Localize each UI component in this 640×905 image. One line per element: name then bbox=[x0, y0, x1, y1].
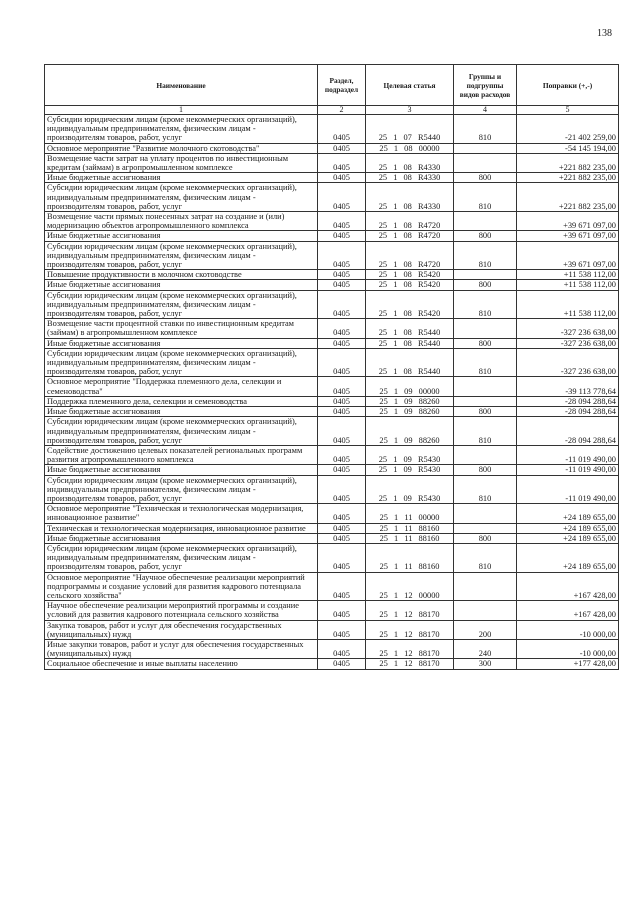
row-amendment: +167 428,00 bbox=[517, 601, 619, 620]
row-expense-group: 800 bbox=[454, 231, 517, 241]
row-expense-group: 810 bbox=[454, 290, 517, 319]
row-expense-group bbox=[454, 601, 517, 620]
row-expense-group bbox=[454, 319, 517, 338]
column-number: 2 bbox=[318, 106, 366, 115]
row-section: 0405 bbox=[318, 407, 366, 417]
table-row bbox=[45, 639, 619, 658]
row-amendment: -327 236 638,00 bbox=[517, 319, 619, 338]
row-amendment: +24 189 655,00 bbox=[517, 504, 619, 523]
row-amendment: -28 094 288,64 bbox=[517, 417, 619, 446]
row-expense-group: 810 bbox=[454, 241, 517, 270]
table-row bbox=[45, 523, 619, 533]
row-expense-group: 240 bbox=[454, 639, 517, 658]
row-expense-group bbox=[454, 153, 517, 172]
row-expense-group: 800 bbox=[454, 338, 517, 348]
header-amendment: Поправки (+,-) bbox=[517, 65, 619, 106]
row-section: 0405 bbox=[318, 620, 366, 639]
row-expense-group bbox=[454, 523, 517, 533]
row-name: Содействие достижению целевых показателей региональных программ развития агропромышленного комплекса bbox=[45, 445, 318, 464]
row-expense-group bbox=[454, 445, 517, 464]
row-target-article: 25 1 09 88260 bbox=[366, 396, 454, 406]
column-number: 1 bbox=[45, 106, 318, 115]
row-name: Возмещение части затрат на уплату процентов по инвестиционным кредитам (займам) в агропромышленном комплексе bbox=[45, 153, 318, 172]
row-target-article: 25 1 11 88160 bbox=[366, 543, 454, 572]
table-row bbox=[45, 173, 619, 183]
row-section: 0405 bbox=[318, 659, 366, 669]
row-section: 0405 bbox=[318, 143, 366, 153]
row-section: 0405 bbox=[318, 183, 366, 212]
row-target-article: 25 1 11 88160 bbox=[366, 523, 454, 533]
row-target-article: 25 1 07 R5440 bbox=[366, 115, 454, 144]
row-name: Иные бюджетные ассигнования bbox=[45, 280, 318, 290]
row-name: Возмещение части процентной ставки по инвестиционным кредитам (займам) в агропромышленном комплексе bbox=[45, 319, 318, 338]
row-name: Иные бюджетные ассигнования bbox=[45, 465, 318, 475]
row-target-article: 25 1 08 R5440 bbox=[366, 348, 454, 377]
row-section: 0405 bbox=[318, 290, 366, 319]
column-number: 4 bbox=[454, 106, 517, 115]
row-name: Иные бюджетные ассигнования bbox=[45, 173, 318, 183]
row-amendment: -39 113 778,64 bbox=[517, 377, 619, 396]
row-amendment: -28 094 288,64 bbox=[517, 407, 619, 417]
row-section: 0405 bbox=[318, 543, 366, 572]
row-amendment: -10 000,00 bbox=[517, 620, 619, 639]
row-name: Иные бюджетные ассигнования bbox=[45, 407, 318, 417]
row-expense-group bbox=[454, 396, 517, 406]
row-section: 0405 bbox=[318, 417, 366, 446]
header-section: Раздел, подраздел bbox=[318, 65, 366, 106]
table-row bbox=[45, 280, 619, 290]
row-expense-group: 800 bbox=[454, 280, 517, 290]
row-expense-group: 800 bbox=[454, 465, 517, 475]
row-name: Поддержка племенного дела, селекции и семеноводства bbox=[45, 396, 318, 406]
row-expense-group bbox=[454, 143, 517, 153]
table-row bbox=[45, 659, 619, 669]
row-amendment: -327 236 638,00 bbox=[517, 348, 619, 377]
row-target-article: 25 1 09 00000 bbox=[366, 377, 454, 396]
row-section: 0405 bbox=[318, 212, 366, 231]
row-section: 0405 bbox=[318, 280, 366, 290]
row-target-article: 25 1 09 88260 bbox=[366, 407, 454, 417]
row-target-article: 25 1 08 R4720 bbox=[366, 231, 454, 241]
row-target-article: 25 1 08 R4720 bbox=[366, 212, 454, 231]
row-amendment: +221 882 235,00 bbox=[517, 173, 619, 183]
column-number-row bbox=[45, 106, 619, 115]
table-row bbox=[45, 572, 619, 601]
row-amendment: +39 671 097,00 bbox=[517, 231, 619, 241]
row-section: 0405 bbox=[318, 465, 366, 475]
row-target-article: 25 1 09 R5430 bbox=[366, 475, 454, 504]
row-name: Субсидии юридическим лицам (кроме некоммерческих организаций), индивидуальным предпринимателям, физическим лицам - производителям товаров, работ, услуг bbox=[45, 475, 318, 504]
table-row bbox=[45, 417, 619, 446]
row-target-article: 25 1 08 R4330 bbox=[366, 173, 454, 183]
row-section: 0405 bbox=[318, 377, 366, 396]
row-name: Субсидии юридическим лицам (кроме некоммерческих организаций), индивидуальным предпринимателям, физическим лицам - производителям товаров, работ, услуг bbox=[45, 290, 318, 319]
table-row bbox=[45, 543, 619, 572]
row-section: 0405 bbox=[318, 153, 366, 172]
row-name: Субсидии юридическим лицам (кроме некоммерческих организаций), индивидуальным предпринимателям, физическим лицам - производителям товаров, работ, услуг bbox=[45, 241, 318, 270]
row-section: 0405 bbox=[318, 338, 366, 348]
table-row bbox=[45, 241, 619, 270]
row-name: Основное мероприятие "Поддержка племенного дела, селекции и семеноводства" bbox=[45, 377, 318, 396]
row-name: Повышение продуктивности в молочном скотоводстве bbox=[45, 270, 318, 280]
row-expense-group: 810 bbox=[454, 417, 517, 446]
row-section: 0405 bbox=[318, 241, 366, 270]
row-name: Иные закупки товаров, работ и услуг для обеспечения государственных (муниципальных) нужд bbox=[45, 639, 318, 658]
row-name: Субсидии юридическим лицам (кроме некоммерческих организаций), индивидуальным предпринимателям, физическим лицам - производителям товаров, работ, услуг bbox=[45, 417, 318, 446]
table-row bbox=[45, 231, 619, 241]
row-target-article: 25 1 08 R5440 bbox=[366, 338, 454, 348]
row-section: 0405 bbox=[318, 445, 366, 464]
budget-amendments-table bbox=[44, 64, 619, 670]
row-amendment: -327 236 638,00 bbox=[517, 338, 619, 348]
row-section: 0405 bbox=[318, 231, 366, 241]
row-section: 0405 bbox=[318, 319, 366, 338]
row-section: 0405 bbox=[318, 396, 366, 406]
row-amendment: -11 019 490,00 bbox=[517, 445, 619, 464]
row-name: Иные бюджетные ассигнования bbox=[45, 533, 318, 543]
row-amendment: -11 019 490,00 bbox=[517, 465, 619, 475]
row-amendment: +221 882 235,00 bbox=[517, 183, 619, 212]
row-amendment: -21 402 259,00 bbox=[517, 115, 619, 144]
table-row bbox=[45, 319, 619, 338]
row-amendment: -28 094 288,64 bbox=[517, 396, 619, 406]
row-name: Субсидии юридическим лицам (кроме некоммерческих организаций), индивидуальным предпринимателям, физическим лицам - производителям товаров, работ, услуг bbox=[45, 183, 318, 212]
row-expense-group: 810 bbox=[454, 543, 517, 572]
row-section: 0405 bbox=[318, 348, 366, 377]
table-row bbox=[45, 407, 619, 417]
row-name: Возмещение части прямых понесенных затрат на создание и (или) модернизацию объектов агропромышленного комплекса bbox=[45, 212, 318, 231]
row-target-article: 25 1 08 R4720 bbox=[366, 241, 454, 270]
column-number: 3 bbox=[366, 106, 454, 115]
table-row bbox=[45, 143, 619, 153]
row-expense-group: 810 bbox=[454, 183, 517, 212]
header-target-article: Целевая статья bbox=[366, 65, 454, 106]
row-name: Субсидии юридическим лицам (кроме некоммерческих организаций), индивидуальным предпринимателям, физическим лицам - производителям товаров, работ, услуг bbox=[45, 115, 318, 144]
row-target-article: 25 1 08 R5420 bbox=[366, 270, 454, 280]
table-row bbox=[45, 153, 619, 172]
header-name: Наименование bbox=[45, 65, 318, 106]
row-target-article: 25 1 11 00000 bbox=[366, 504, 454, 523]
row-expense-group bbox=[454, 377, 517, 396]
table-row bbox=[45, 396, 619, 406]
table-row bbox=[45, 533, 619, 543]
table-row bbox=[45, 504, 619, 523]
table-row bbox=[45, 601, 619, 620]
row-section: 0405 bbox=[318, 533, 366, 543]
row-section: 0405 bbox=[318, 475, 366, 504]
row-amendment: +11 538 112,00 bbox=[517, 270, 619, 280]
row-amendment: -54 145 194,00 bbox=[517, 143, 619, 153]
row-section: 0405 bbox=[318, 115, 366, 144]
row-expense-group bbox=[454, 572, 517, 601]
row-amendment: +24 189 655,00 bbox=[517, 533, 619, 543]
row-target-article: 25 1 08 00000 bbox=[366, 143, 454, 153]
table-row bbox=[45, 465, 619, 475]
row-section: 0405 bbox=[318, 572, 366, 601]
row-section: 0405 bbox=[318, 639, 366, 658]
table-row bbox=[45, 475, 619, 504]
row-expense-group: 300 bbox=[454, 659, 517, 669]
row-name: Основное мероприятие "Техническая и технологическая модернизация, инновационное развитие" bbox=[45, 504, 318, 523]
row-expense-group: 810 bbox=[454, 475, 517, 504]
row-target-article: 25 1 12 88170 bbox=[366, 639, 454, 658]
row-target-article: 25 1 09 88260 bbox=[366, 417, 454, 446]
row-amendment: +11 538 112,00 bbox=[517, 280, 619, 290]
table-row bbox=[45, 445, 619, 464]
row-amendment: +177 428,00 bbox=[517, 659, 619, 669]
row-name: Субсидии юридическим лицам (кроме некоммерческих организаций), индивидуальным предпринимателям, физическим лицам - производителям товаров, работ, услуг bbox=[45, 348, 318, 377]
row-target-article: 25 1 08 R5440 bbox=[366, 319, 454, 338]
table-row bbox=[45, 212, 619, 231]
row-target-article: 25 1 08 R4330 bbox=[366, 183, 454, 212]
row-expense-group: 810 bbox=[454, 348, 517, 377]
row-section: 0405 bbox=[318, 601, 366, 620]
table-row bbox=[45, 377, 619, 396]
row-name: Основное мероприятие "Научное обеспечение реализации мероприятий подпрограммы и создание условий для развития кадрового потенциала сельского хозяйства" bbox=[45, 572, 318, 601]
row-expense-group: 800 bbox=[454, 407, 517, 417]
row-target-article: 25 1 12 00000 bbox=[366, 572, 454, 601]
row-target-article: 25 1 12 88170 bbox=[366, 601, 454, 620]
row-expense-group: 800 bbox=[454, 533, 517, 543]
row-expense-group: 810 bbox=[454, 115, 517, 144]
table-row bbox=[45, 290, 619, 319]
row-name: Закупка товаров, работ и услуг для обеспечения государственных (муниципальных) нужд bbox=[45, 620, 318, 639]
table-row bbox=[45, 620, 619, 639]
row-expense-group: 200 bbox=[454, 620, 517, 639]
table-row bbox=[45, 348, 619, 377]
row-section: 0405 bbox=[318, 173, 366, 183]
row-amendment: -11 019 490,00 bbox=[517, 475, 619, 504]
table-row bbox=[45, 338, 619, 348]
row-name: Основное мероприятие "Развитие молочного скотоводства" bbox=[45, 143, 318, 153]
row-amendment: +24 189 655,00 bbox=[517, 523, 619, 533]
row-target-article: 25 1 11 88160 bbox=[366, 533, 454, 543]
row-amendment: +39 671 097,00 bbox=[517, 241, 619, 270]
row-amendment: +39 671 097,00 bbox=[517, 212, 619, 231]
row-amendment: +221 882 235,00 bbox=[517, 153, 619, 172]
row-name: Субсидии юридическим лицам (кроме некоммерческих организаций), индивидуальным предпринимателям, физическим лицам - производителям товаров, работ, услуг bbox=[45, 543, 318, 572]
row-section: 0405 bbox=[318, 504, 366, 523]
row-name: Техническая и технологическая модернизация, инновационное развитие bbox=[45, 523, 318, 533]
page-number: 138 bbox=[597, 28, 612, 39]
row-target-article: 25 1 08 R5420 bbox=[366, 290, 454, 319]
table-row bbox=[45, 183, 619, 212]
row-amendment: +167 428,00 bbox=[517, 572, 619, 601]
row-name: Иные бюджетные ассигнования bbox=[45, 338, 318, 348]
table-row bbox=[45, 115, 619, 144]
row-target-article: 25 1 09 R5430 bbox=[366, 445, 454, 464]
row-target-article: 25 1 12 88170 bbox=[366, 620, 454, 639]
row-name: Иные бюджетные ассигнования bbox=[45, 231, 318, 241]
row-target-article: 25 1 09 R5430 bbox=[366, 465, 454, 475]
header-expense-group: Группы и подгруппы видов расходов bbox=[454, 65, 517, 106]
table-body bbox=[45, 115, 619, 670]
row-expense-group: 800 bbox=[454, 173, 517, 183]
row-target-article: 25 1 08 R5420 bbox=[366, 280, 454, 290]
row-amendment: -10 000,00 bbox=[517, 639, 619, 658]
row-name: Социальное обеспечение и иные выплаты населению bbox=[45, 659, 318, 669]
column-number: 5 bbox=[517, 106, 619, 115]
row-name: Научное обеспечение реализации мероприятий программы и создание условий для развития кадрового потенциала сельского хозяйства bbox=[45, 601, 318, 620]
row-target-article: 25 1 08 R4330 bbox=[366, 153, 454, 172]
table-header-row bbox=[45, 65, 619, 106]
row-expense-group bbox=[454, 212, 517, 231]
row-target-article: 25 1 12 88170 bbox=[366, 659, 454, 669]
row-expense-group bbox=[454, 270, 517, 280]
row-amendment: +11 538 112,00 bbox=[517, 290, 619, 319]
row-section: 0405 bbox=[318, 523, 366, 533]
table-row bbox=[45, 270, 619, 280]
row-amendment: +24 189 655,00 bbox=[517, 543, 619, 572]
row-section: 0405 bbox=[318, 270, 366, 280]
row-expense-group bbox=[454, 504, 517, 523]
